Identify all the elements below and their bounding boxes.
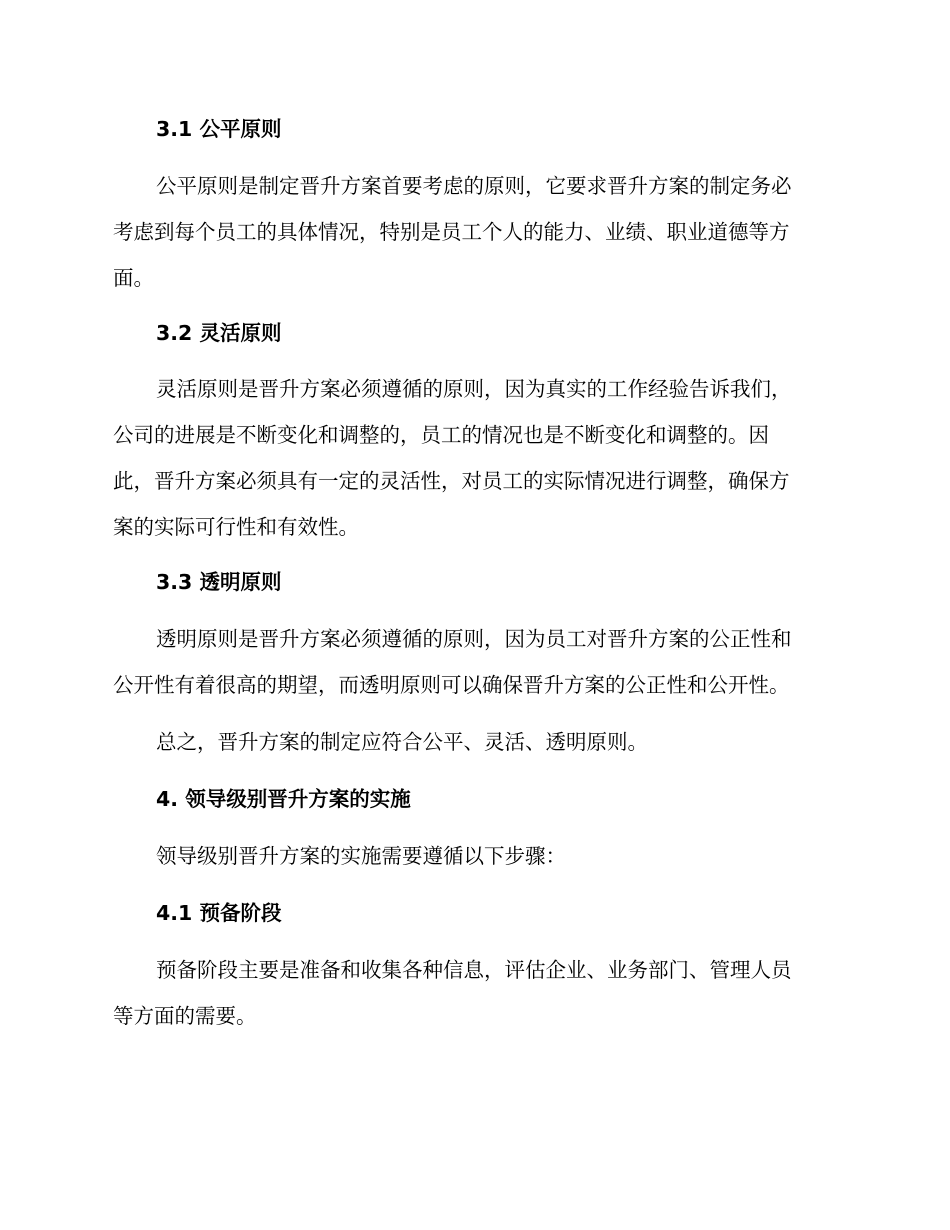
section-heading-3-3: 3.3 透明原则	[156, 570, 282, 594]
section-heading-3-2: 3.2 灵活原则	[156, 321, 282, 345]
paragraph-line: 面。	[113, 266, 154, 290]
paragraph-line: 此，晋升方案必须具有一定的灵活性，对员工的实际情况进行调整，确保方	[113, 469, 790, 493]
paragraph-line: 预备阶段主要是准备和收集各种信息，评估企业、业务部门、管理人员	[156, 958, 792, 982]
section-heading-4-1: 4.1 预备阶段	[156, 901, 282, 925]
section-heading-4: 4. 领导级别晋升方案的实施	[156, 787, 411, 811]
paragraph-line: 公开性有着很高的期望，而透明原则可以确保晋升方案的公正性和公开性。	[113, 673, 790, 697]
section-paragraph-3-1	[113, 163, 833, 301]
section-intro-4: 领导级别晋升方案的实施需要遵循以下步骤：	[156, 844, 566, 868]
paragraph-line: 考虑到每个员工的具体情况，特别是员工个人的能力、业绩、职业道德等方	[113, 220, 790, 244]
section-paragraph-4-1	[113, 947, 833, 1039]
section-heading-3-1: 3.1 公平原则	[156, 117, 282, 141]
paragraph-line: 透明原则是晋升方案必须遵循的原则，因为员工对晋升方案的公正性和	[156, 627, 792, 651]
section-paragraph-3-2	[113, 366, 833, 550]
paragraph-line: 公平原则是制定晋升方案首要考虑的原则，它要求晋升方案的制定务必	[156, 174, 792, 198]
section-paragraph-3-3	[113, 616, 833, 708]
paragraph-line: 等方面的需要。	[113, 1004, 257, 1028]
paragraph-line: 公司的进展是不断变化和调整的，员工的情况也是不断变化和调整的。因	[113, 423, 769, 447]
paragraph-line: 案的实际可行性和有效性。	[113, 515, 359, 539]
summary-paragraph: 总之，晋升方案的制定应符合公平、灵活、透明原则。	[156, 730, 648, 754]
paragraph-line: 灵活原则是晋升方案必须遵循的原则，因为真实的工作经验告诉我们，	[156, 377, 792, 401]
